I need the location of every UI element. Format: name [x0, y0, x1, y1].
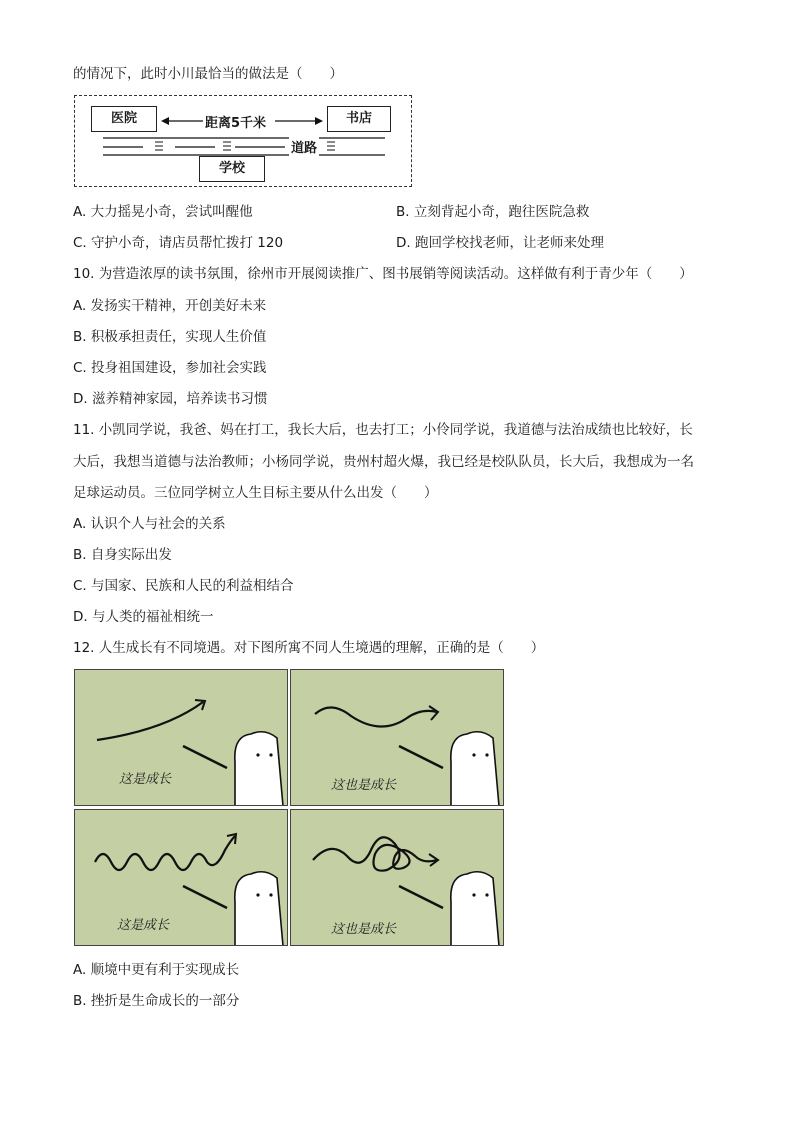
route-map	[74, 95, 412, 187]
q11-stem-line-3: 足球运动员。三位同学树立人生目标主要从什么出发（ ）	[73, 485, 438, 501]
comic-panel-3	[74, 809, 288, 946]
q11-option-b[interactable]: B. 自身实际出发	[73, 547, 172, 563]
q11-stem-line-2: 大后，我想当道德与法治教师；小杨同学说，贵州村超火爆，我已经是校队队员，长大后，我想成为一名	[73, 454, 694, 470]
q10-option-b[interactable]: B. 积极承担责任，实现人生价值	[73, 329, 267, 345]
comic-panel-4	[290, 809, 504, 946]
q9-option-c[interactable]: C. 守护小奇，请店员帮忙拨打 120	[73, 235, 284, 251]
hospital-box: 医院	[91, 106, 157, 132]
q11-option-c[interactable]: C. 与国家、民族和人民的利益相结合	[73, 578, 294, 594]
q11-option-d[interactable]: D. 与人类的福祉相统一	[73, 609, 214, 625]
q9-option-a[interactable]: A. 大力摇晃小奇，尝试叫醒他	[73, 204, 253, 220]
distance-label: 距离5千米	[205, 116, 267, 131]
school-box: 学校	[199, 156, 265, 182]
q9-option-d[interactable]: D. 跑回学校找老师，让老师来处理	[396, 235, 604, 251]
panel-3-caption: 这是成长	[117, 918, 170, 933]
road-label: 道路	[289, 137, 319, 156]
q12-stem: 12. 人生成长有不同境遇。对下图所寓不同人生境遇的理解，正确的是（ ）	[73, 640, 545, 656]
bookstore-box: 书店	[327, 106, 391, 132]
panel-2-caption: 这也是成长	[331, 778, 397, 793]
panel-1-caption: 这是成长	[119, 772, 172, 787]
q11-stem-line-1: 11. 小凯同学说，我爸、妈在打工，我长大后，也去打工；小伶同学说，我道德与法治成绩也比较好，长	[73, 422, 693, 438]
q11-option-a[interactable]: A. 认识个人与社会的关系	[73, 516, 226, 532]
q12-option-b[interactable]: B. 挫折是生命成长的一部分	[73, 993, 240, 1009]
panel-4-caption: 这也是成长	[331, 922, 397, 937]
q10-option-a[interactable]: A. 发扬实干精神，开创美好未来	[73, 298, 267, 314]
q9-option-b[interactable]: B. 立刻背起小奇，跑往医院急救	[396, 204, 590, 220]
comic-panel-2	[290, 669, 504, 806]
q10-option-c[interactable]: C. 投身祖国建设，参加社会实践	[73, 360, 267, 376]
q10-stem: 10. 为营造浓厚的读书氛围，徐州市开展阅读推广、图书展销等阅读活动。这样做有利于青少年（ ）	[73, 266, 693, 282]
comic-panel-1	[74, 669, 288, 806]
q12-option-a[interactable]: A. 顺境中更有利于实现成长	[73, 962, 240, 978]
q9-stem-tail: 的情况下，此时小川最恰当的做法是（ ）	[73, 66, 343, 82]
q10-option-d[interactable]: D. 滋养精神家园，培养读书习惯	[73, 391, 268, 407]
